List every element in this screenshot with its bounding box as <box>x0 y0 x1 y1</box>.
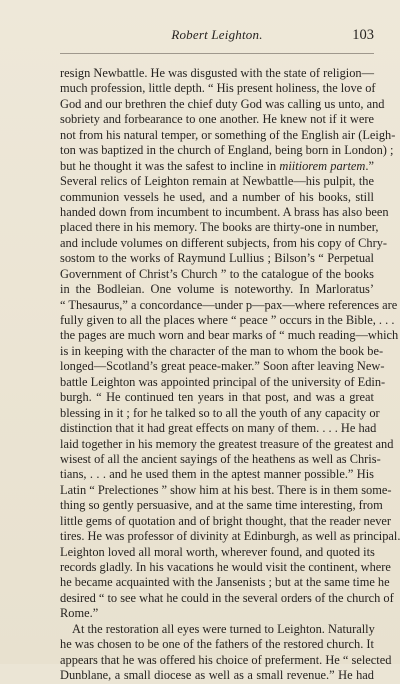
text-line: burgh. “ He continued ten years in that post, and was a great <box>60 390 374 405</box>
text-line: he became acquainted with the Jansenists ; but at the same time he <box>60 575 390 590</box>
text-line: thing so gently persuasive, and at the same time interesting, from <box>60 498 383 513</box>
text-line: Government of Christ’s Church ” to the catalogue of the books <box>60 266 374 281</box>
text-line: and include volumes on different subjects, from his copy of Chry- <box>60 235 388 250</box>
text-line-with-italic <box>60 159 374 174</box>
text-line: sostom to the works of Raymund Lullius ; Bilson’s “ Perpetual <box>60 251 374 266</box>
text-line: “ Thesaurus,” a concordance—under p—pax—where references are <box>60 297 398 312</box>
text-line: records gladly. In his vacations he would visit the continent, where <box>60 560 391 574</box>
text-line: is in keeping with the character of the man to whom the book be- <box>60 343 384 358</box>
text-line-tail: .” <box>365 158 374 173</box>
paragraph-start-line: At the restoration all eyes were turned to Leighton. Naturally <box>72 621 375 636</box>
text-line: Latin “ Prelectiones ” show him at his best. There is in them some- <box>60 482 392 497</box>
text-line: in the Bodleian. One volume is noteworthy. In Marloratus’ <box>60 282 374 297</box>
text-line: handed down from incumbent to incumbent. A brass has also been <box>60 204 389 219</box>
text-line: communion vessels he used, and a number of his books, still <box>60 189 374 204</box>
text-line: Leighton loved all moral worth, wherever found, and quoted its <box>60 544 375 559</box>
text-line: tians, . . . and he used them in the aptest manner possible.” His <box>60 467 374 482</box>
text-line: fully given to all the places where “ peace ” occurs in the Bible, . . . <box>60 313 395 327</box>
text-line: laid together in his memory the greatest treasure of the greatest and <box>60 436 394 451</box>
text-line: little gems of quotation and of bright thought, that the reader never <box>60 513 392 528</box>
text-line: God and our brethren the chief duty God was calling us unto, and <box>60 96 385 111</box>
text-line: placed there in his memory. The books are thirty-one in number, <box>60 220 379 235</box>
text-line: not from his natural temper, or something of the English air (Leigh- <box>60 127 396 142</box>
text-line: desired “ to see what he could in the several orders of the church of <box>60 590 394 605</box>
running-title: Robert Leighton. <box>171 27 263 42</box>
text-line: he was chosen to be one of the fathers of the restored church. It <box>60 637 374 652</box>
text-line: resign Newbattle. He was disgusted with the state of religion— <box>60 66 374 80</box>
text-line: battle Leighton was appointed principal of the university of Edin- <box>60 374 386 389</box>
paragraph-end-line: Rome.” <box>60 606 99 621</box>
text-line: blessing in it ; for he talked so to all the youth of any capacity or <box>60 405 380 420</box>
text-line: ton was baptized in the church of England, being born in London) ; <box>60 143 394 158</box>
header-rule <box>60 53 374 54</box>
text-line: much profession, little depth. “ His present holiness, the love of <box>60 81 376 96</box>
body-text <box>60 66 400 684</box>
text-line: the pages are much worn and bear marks of “ much reading—which <box>60 328 399 343</box>
text-line: longed—Scotland’s great peace-maker.” Soon after leaving New- <box>60 359 385 374</box>
text-line: sobriety and forbearance to one another. He knew not if it were <box>60 112 374 127</box>
text-line: Several relics of Leighton remain at Newbattle—his pulpit, the <box>60 174 374 189</box>
text-line: wisest of all the ancient sayings of the heathens as well as Chris- <box>60 451 381 466</box>
page-number: 103 <box>352 27 374 43</box>
text-line: Dunblane, a small diocese as well as a small revenue.” He had <box>60 668 374 683</box>
running-head <box>60 24 374 46</box>
text-line: appears that he was offered his choice of preferment. He “ selected <box>60 652 392 667</box>
text-line: distinction that it had great effects on many of them. . . . He had <box>60 421 377 436</box>
italic-phrase: miitiorem partem <box>279 158 366 173</box>
text-line-lead: but he thought it was the safest to incline in <box>60 158 280 173</box>
text-line: tires. He was professor of divinity at Edinburgh, as well as principal. <box>60 529 400 544</box>
